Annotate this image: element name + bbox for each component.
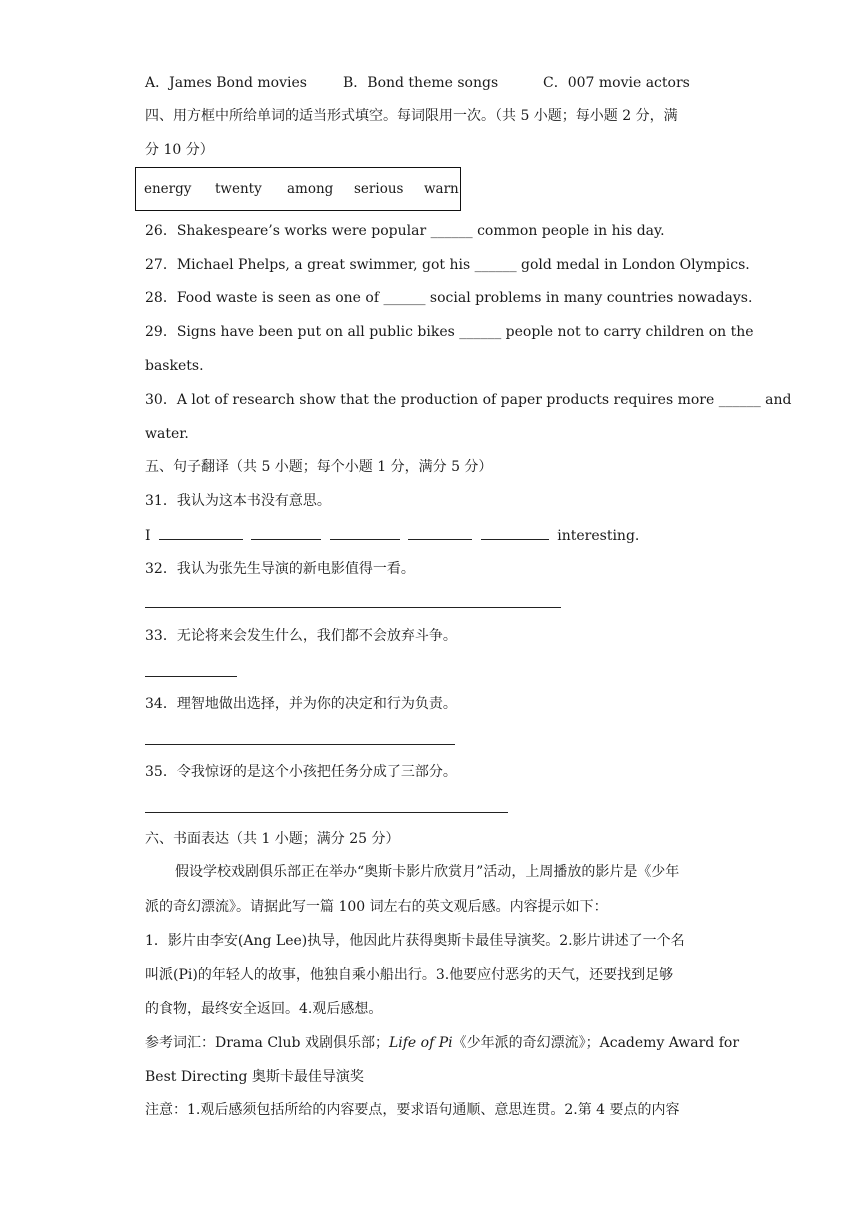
word-box-item: energy <box>144 181 192 197</box>
question-31-answer-line <box>145 525 639 546</box>
question-33: 33．无论将来会发生什么，我们都不会放弃斗争。 <box>145 628 457 644</box>
answer-blank[interactable] <box>330 525 400 540</box>
vocab-prefix: 参考词汇：Drama Club 戏剧俱乐部； <box>145 1035 389 1051</box>
q31-end-word: interesting. <box>557 528 640 544</box>
answer-blank[interactable] <box>251 525 321 540</box>
writing-note: 注意：1.观后感须包括所给的内容要点，要求语句通顺、意思连贯。2.第 4 要点的内容 <box>145 1102 680 1118</box>
answer-blank[interactable] <box>159 525 243 540</box>
writing-hints: 1．影片由李安(Ang Lee)执导，他因此片获得奥斯卡最佳导演奖。2.影片讲述了一个名 <box>145 933 685 949</box>
answer-blank[interactable] <box>481 525 549 540</box>
section5-heading: 五、句子翻译（共 5 小题；每个小题 1 分，满分 5 分） <box>145 459 493 475</box>
reference-vocab <box>145 1033 739 1053</box>
question-35: 35．令我惊讶的是这个小孩把任务分成了三部分。 <box>145 764 457 780</box>
writing-prompt-cont: 派的奇幻漂流》。请据此写一篇 100 词左右的英文观后感。内容提示如下： <box>145 899 608 915</box>
word-box-item: warn <box>424 181 459 197</box>
question-32: 32．我认为张先生导演的新电影值得一看。 <box>145 561 415 577</box>
reference-vocab-cont: Best Directing 奥斯卡最佳导演奖 <box>145 1069 364 1085</box>
word-box <box>135 167 461 211</box>
option-a: A．James Bond movies <box>145 75 307 91</box>
writing-hints-cont: 叫派(Pi)的年轻人的故事，他独自乘小船出行。3.他要应付恶劣的天气，还要找到足够 <box>145 967 674 983</box>
answer-line-32[interactable] <box>145 607 561 608</box>
question-34: 34．理智地做出选择，并为你的决定和行为负责。 <box>145 696 457 712</box>
answer-line-35[interactable] <box>145 812 508 813</box>
vocab-film-title: Life of Pi <box>388 1035 453 1051</box>
options-row <box>145 73 745 93</box>
section4-heading-cont: 分 10 分） <box>145 142 214 158</box>
q31-start-word: I <box>145 528 151 544</box>
question-31: 31．我认为这本书没有意思。 <box>145 493 331 509</box>
section4-heading: 四、用方框中所给单词的适当形式填空。每词限用一次。（共 5 小题；每小题 2 分，满 <box>145 108 678 124</box>
question-30-cont: water. <box>145 426 189 442</box>
vocab-rest: 《少年派的奇幻漂流》；Academy Award for <box>452 1035 740 1051</box>
question-27: 27．Michael Phelps, a great swimmer, got his ______ gold medal in London Olympics. <box>145 257 750 273</box>
question-29: 29．Signs have been put on all public bikes ______ people not to carry children on the <box>145 324 754 340</box>
answer-blank[interactable] <box>408 525 472 540</box>
word-box-item: among <box>287 181 334 197</box>
question-29-cont: baskets. <box>145 358 204 374</box>
word-box-item: serious <box>354 181 404 197</box>
question-30: 30．A lot of research show that the production of paper products requires more ______ and <box>145 392 792 408</box>
question-26: 26．Shakespeare’s works were popular ______ common people in his day. <box>145 223 665 239</box>
writing-hints-cont: 的食物，最终安全返回。4.观后感想。 <box>145 1001 383 1017</box>
answer-line-34[interactable] <box>145 744 455 745</box>
option-c: C．007 movie actors <box>543 75 690 91</box>
option-b: B．Bond theme songs <box>343 75 499 91</box>
writing-prompt: 假设学校戏剧俱乐部正在举办“奥斯卡影片欣赏月”活动，上周播放的影片是《少年 <box>175 864 680 880</box>
section6-heading: 六、书面表达（共 1 小题；满分 25 分） <box>145 831 400 847</box>
question-28: 28．Food waste is seen as one of ______ social problems in many countries nowadays. <box>145 290 753 306</box>
word-box-item: twenty <box>215 181 262 197</box>
answer-line-33[interactable] <box>145 676 237 677</box>
